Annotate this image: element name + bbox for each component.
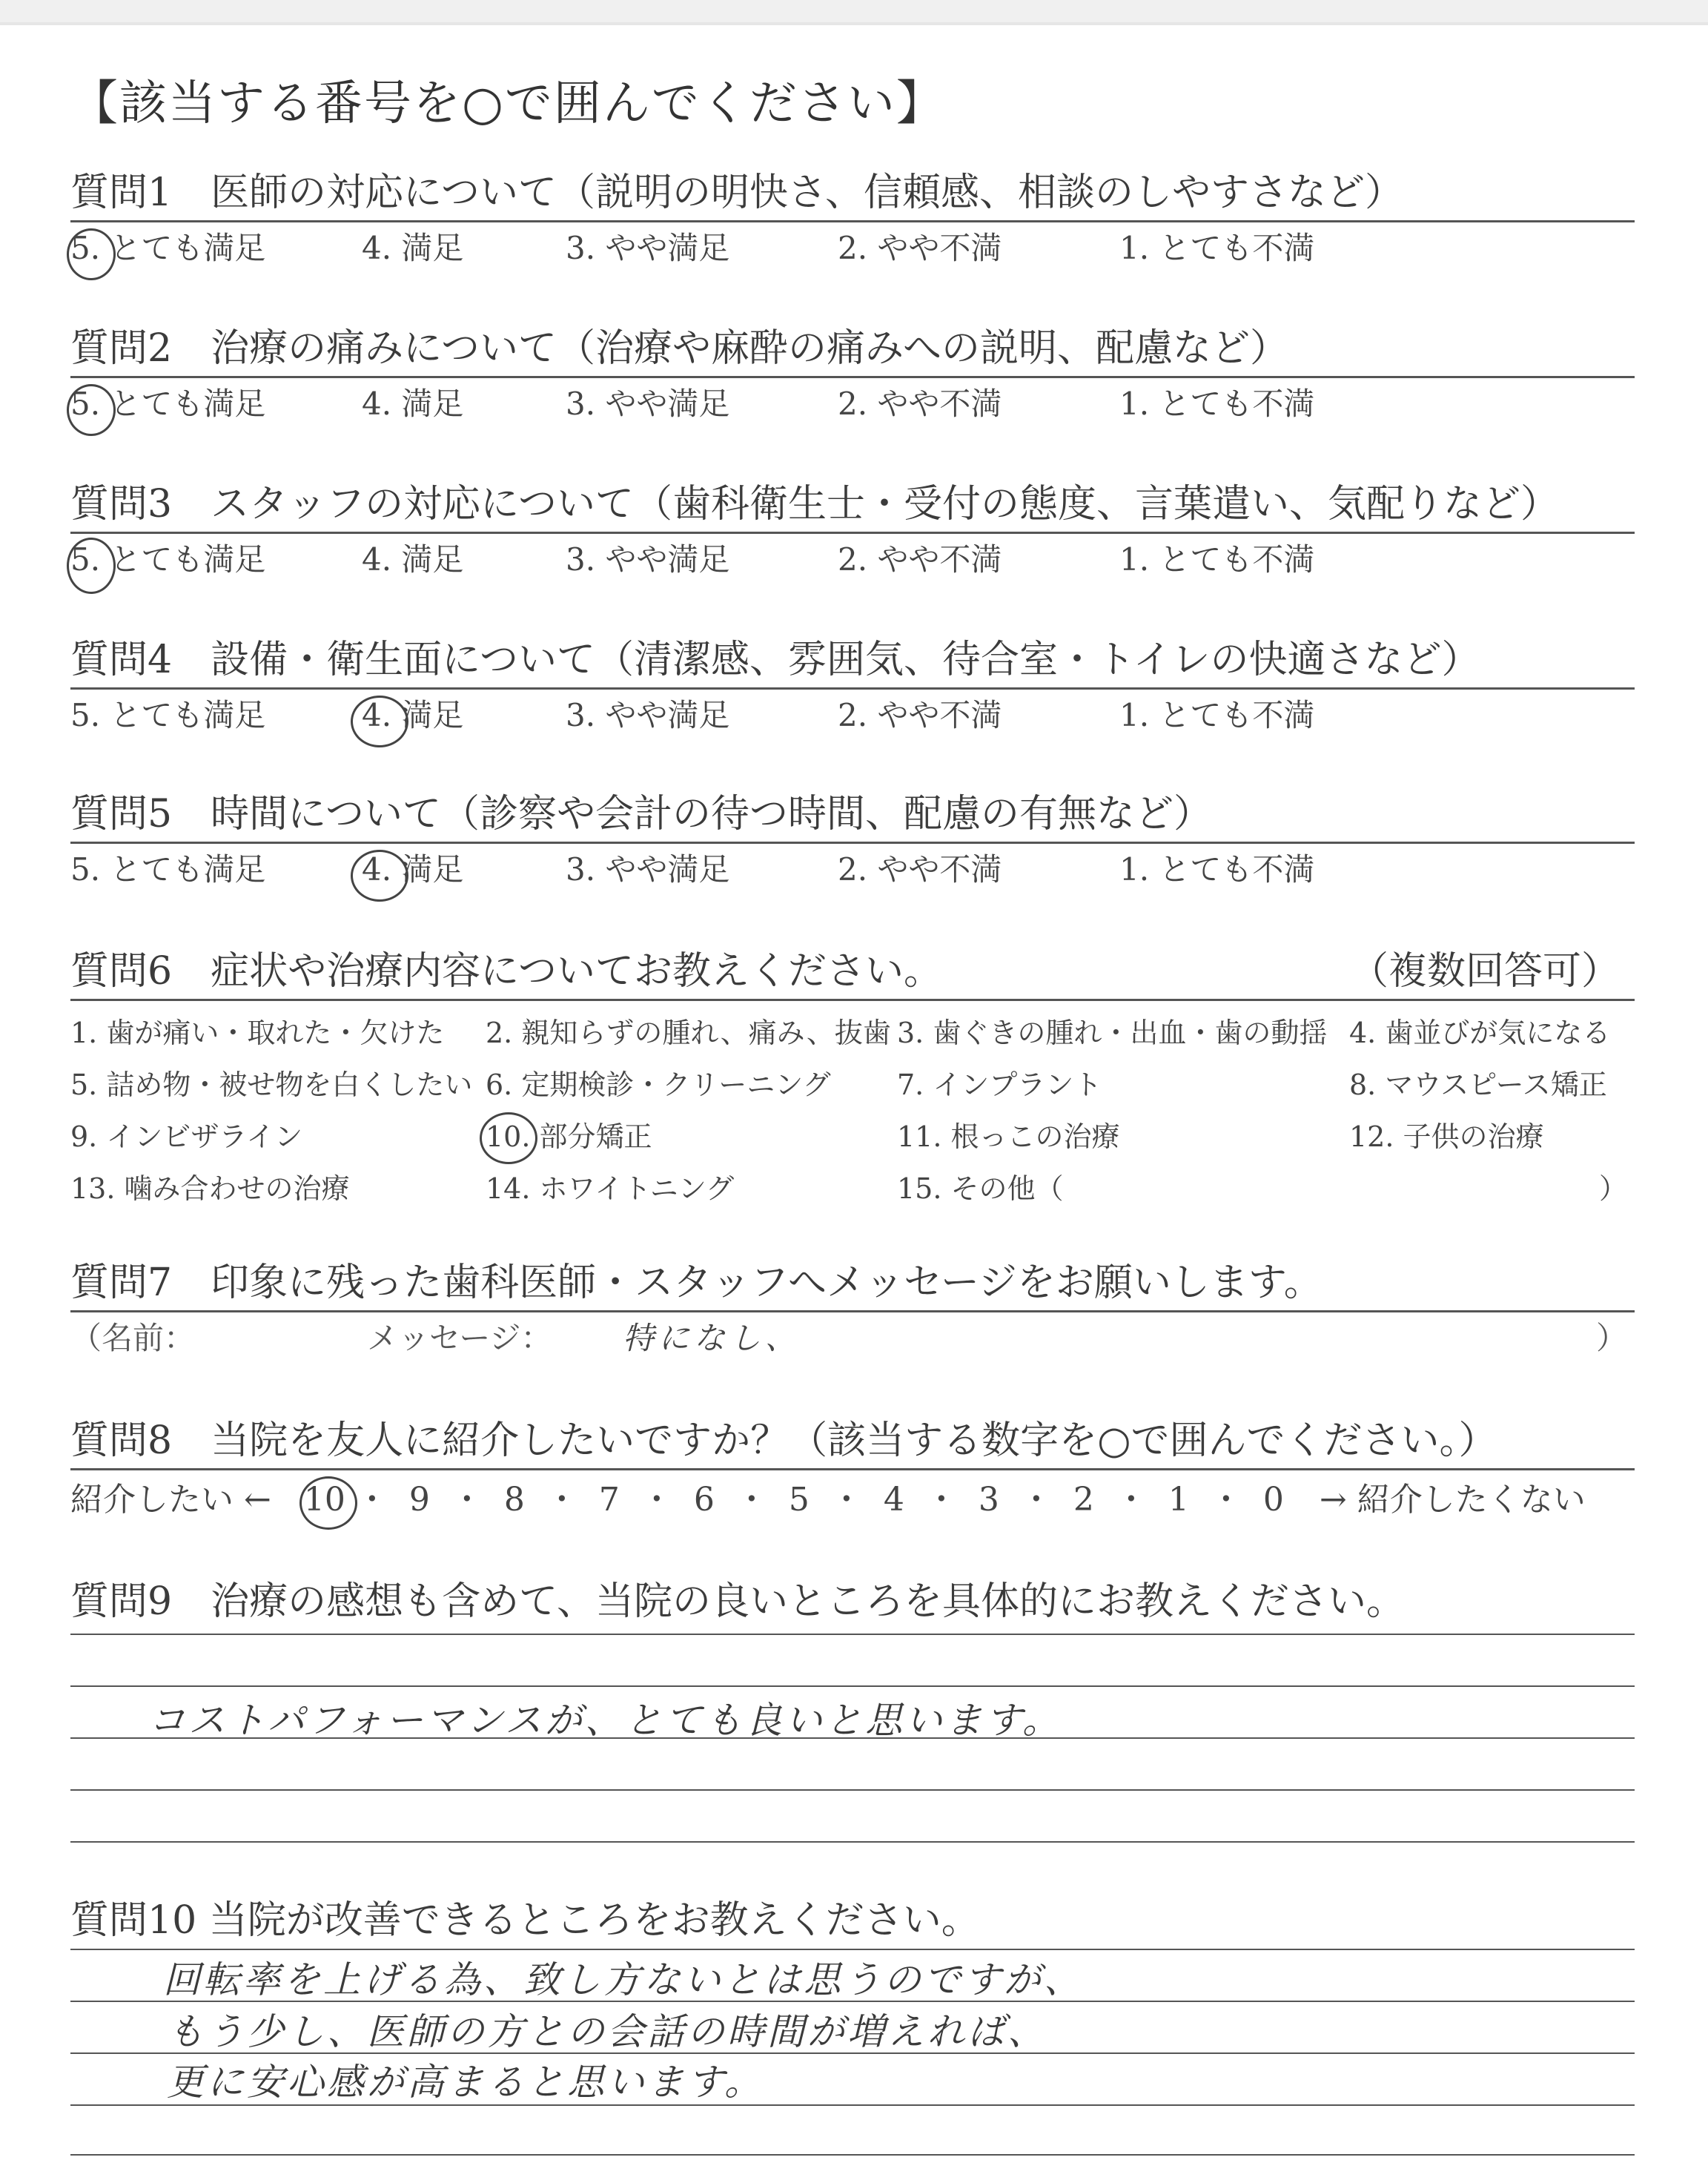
question-5-title: 質問5 時間について（診察や会計の待つ時間、配慮の有無など） bbox=[70, 792, 1213, 836]
question-8 bbox=[70, 1415, 1635, 1530]
separator: ・ bbox=[355, 1481, 388, 1519]
question-8-title: 質問8 当院を友人に紹介したいですか？（該当する数字を○で囲んでください。） bbox=[70, 1418, 1497, 1463]
option-somewhat-dissatisfied[interactable]: 2. やや不満 bbox=[838, 230, 1002, 266]
list-item[interactable]: 3. 歯ぐきの腫れ・出血・歯の動揺 bbox=[897, 1017, 1328, 1049]
q10-handwritten-line-2: もう少し、医師の方との会話の時間が増えれば、 bbox=[167, 2010, 1047, 2053]
separator: ・ bbox=[1019, 1481, 1053, 1519]
question-9-title: 質問9 治療の感想も含めて、当院の良いところを具体的にお教えください。 bbox=[70, 1579, 1406, 1624]
close-paren: ） bbox=[1595, 1320, 1627, 1356]
scale-option-6[interactable]: 6 bbox=[693, 1481, 715, 1519]
question-4-title: 質問4 設備・衛生面について（清潔感、雰囲気、待合室・トイレの快適さなど） bbox=[70, 638, 1480, 682]
list-item[interactable]: 4. 歯並びが気になる bbox=[1349, 1017, 1611, 1049]
list-item[interactable]: 2. 親知らずの腫れ、痛み、抜歯 bbox=[486, 1017, 891, 1049]
separator: ・ bbox=[545, 1481, 578, 1519]
scale-option-0[interactable]: 0 bbox=[1262, 1481, 1284, 1519]
separator: ・ bbox=[830, 1481, 863, 1519]
question-6-note: （複数回答可） bbox=[1349, 949, 1620, 994]
option-very-satisfied[interactable]: 5. とても満足 bbox=[70, 386, 266, 422]
survey-page bbox=[70, 70, 1635, 137]
scan-edge-shadow bbox=[0, 22, 1708, 25]
list-item[interactable]: 11. 根っこの治療 bbox=[897, 1120, 1120, 1153]
option-very-satisfied[interactable]: 5. とても満足 bbox=[70, 851, 266, 888]
option-very-dissatisfied[interactable]: 1. とても不満 bbox=[1119, 386, 1315, 422]
answer-line bbox=[70, 2154, 1635, 2156]
separator: ・ bbox=[640, 1481, 673, 1519]
list-item[interactable]: 6. 定期検診・クリーニング bbox=[486, 1069, 831, 1101]
option-somewhat-dissatisfied[interactable]: 2. やや不満 bbox=[838, 697, 1002, 733]
option-somewhat-satisfied[interactable]: 3. やや満足 bbox=[566, 697, 730, 733]
message-row bbox=[70, 1312, 1635, 1364]
scale-option-8[interactable]: 8 bbox=[503, 1481, 525, 1519]
option-very-satisfied[interactable]: 5. とても満足 bbox=[70, 697, 266, 733]
symptom-checklist bbox=[70, 1007, 1635, 1215]
question-10 bbox=[70, 1895, 1635, 1946]
option-somewhat-satisfied[interactable]: 3. やや満足 bbox=[566, 541, 730, 578]
question-7 bbox=[70, 1257, 1635, 1364]
q10-handwritten-line-3: 更に安心感が高まると思います。 bbox=[167, 2061, 764, 2104]
scale-option-4[interactable]: 4 bbox=[883, 1481, 904, 1519]
answer-line bbox=[70, 1789, 1635, 1791]
scale-option-3[interactable]: 3 bbox=[978, 1481, 999, 1519]
option-somewhat-satisfied[interactable]: 3. やや満足 bbox=[566, 230, 730, 266]
question-1-options bbox=[70, 222, 1635, 274]
question-3-options bbox=[70, 534, 1635, 586]
option-somewhat-dissatisfied[interactable]: 2. やや不満 bbox=[838, 541, 1002, 578]
question-6-title: 質問6 症状や治療内容についてお教えください。 bbox=[70, 949, 943, 994]
option-somewhat-dissatisfied[interactable]: 2. やや不満 bbox=[838, 851, 1002, 888]
name-label: （名前： bbox=[70, 1320, 196, 1356]
list-item-selected[interactable]: 10. 部分矯正 bbox=[486, 1111, 897, 1163]
answer-line bbox=[70, 1634, 1635, 1635]
question-5 bbox=[70, 788, 1635, 896]
option-satisfied[interactable]: 4. 満足 bbox=[362, 851, 464, 888]
list-item-other[interactable]: 15. その他（ bbox=[897, 1172, 1064, 1205]
scale-left-label: 紹介したい ← bbox=[70, 1481, 271, 1519]
answer-line bbox=[70, 1737, 1635, 1739]
question-7-title: 質問7 印象に残った歯科医師・スタッフへメッセージをお願いします。 bbox=[70, 1261, 1323, 1305]
page-heading: 【該当する番号を○で囲んでください】 bbox=[70, 76, 945, 131]
list-item[interactable]: 9. インビザライン bbox=[70, 1120, 303, 1153]
question-10-title: 質問10 当院が改善できるところをお教えください。 bbox=[70, 1898, 980, 1943]
answer-line bbox=[70, 2104, 1635, 2106]
scale-right-label: → 紹介したくない bbox=[1319, 1481, 1586, 1519]
answer-line bbox=[70, 1685, 1635, 1687]
q10-handwritten-line-1: 回転率を上げる為、致し方ないとは思うのですが、 bbox=[163, 1958, 1084, 2001]
q9-handwritten-answer: コストパフォーマンスが、とても良いと思います。 bbox=[148, 1699, 1062, 1742]
option-very-dissatisfied[interactable]: 1. とても不満 bbox=[1119, 230, 1315, 266]
question-3 bbox=[70, 478, 1635, 586]
option-somewhat-satisfied[interactable]: 3. やや満足 bbox=[566, 386, 730, 422]
question-3-title: 質問3 スタッフの対応について（歯科衛生士・受付の態度、言葉遣い、気配りなど） bbox=[70, 482, 1560, 526]
scale-option-1[interactable]: 1 bbox=[1168, 1481, 1189, 1519]
scale-option-7[interactable]: 7 bbox=[598, 1481, 620, 1519]
option-satisfied[interactable]: 4. 満足 bbox=[362, 541, 464, 578]
answer-line bbox=[70, 1841, 1635, 1843]
list-item[interactable]: 5. 詰め物・被せ物を白くしたい bbox=[70, 1069, 473, 1101]
scale-option-5[interactable]: 5 bbox=[788, 1481, 810, 1519]
option-very-dissatisfied[interactable]: 1. とても不満 bbox=[1119, 541, 1315, 578]
separator: ・ bbox=[735, 1481, 768, 1519]
divider bbox=[70, 999, 1635, 1001]
scale-numbers bbox=[301, 1470, 1297, 1530]
question-2 bbox=[70, 323, 1635, 430]
question-1 bbox=[70, 167, 1635, 274]
list-item[interactable]: 7. インプラント bbox=[897, 1069, 1102, 1101]
question-6 bbox=[70, 945, 1635, 1215]
message-handwritten: 特になし、 bbox=[623, 1320, 801, 1356]
option-very-dissatisfied[interactable]: 1. とても不満 bbox=[1119, 851, 1315, 888]
separator: ・ bbox=[1209, 1481, 1242, 1519]
option-satisfied[interactable]: 4. 満足 bbox=[362, 386, 464, 422]
scale-option-9[interactable]: 9 bbox=[408, 1481, 430, 1519]
question-4-options bbox=[70, 690, 1635, 742]
scale-option-10[interactable]: 10 bbox=[301, 1470, 348, 1530]
separator: ・ bbox=[924, 1481, 958, 1519]
option-very-satisfied[interactable]: 5. とても満足 bbox=[70, 541, 266, 578]
option-satisfied[interactable]: 4. 満足 bbox=[362, 697, 464, 733]
list-item[interactable]: 8. マウスピース矯正 bbox=[1349, 1069, 1607, 1101]
question-4 bbox=[70, 634, 1635, 742]
close-paren: ） bbox=[1598, 1172, 1627, 1205]
question-1-title: 質問1 医師の対応について（説明の明快さ、信頼感、相談のしやすさなど） bbox=[70, 171, 1403, 215]
message-label: メッセージ： bbox=[367, 1320, 552, 1356]
list-item[interactable]: 1. 歯が痛い・取れた・欠けた bbox=[70, 1017, 445, 1049]
scale-option-2[interactable]: 2 bbox=[1073, 1481, 1094, 1519]
list-item[interactable]: 14. ホワイトニング bbox=[486, 1172, 735, 1205]
list-item[interactable]: 13. 噛み合わせの治療 bbox=[70, 1172, 350, 1205]
recommend-scale bbox=[70, 1470, 1635, 1530]
separator: ・ bbox=[1114, 1481, 1148, 1519]
list-item[interactable]: 12. 子供の治療 bbox=[1349, 1120, 1544, 1153]
option-very-satisfied[interactable]: 5. とても満足 bbox=[70, 230, 266, 266]
option-satisfied[interactable]: 4. 満足 bbox=[362, 230, 464, 266]
question-9 bbox=[70, 1576, 1635, 1628]
option-somewhat-dissatisfied[interactable]: 2. やや不満 bbox=[838, 386, 1002, 422]
question-2-title: 質問2 治療の痛みについて（治療や麻酔の痛みへの説明、配慮など） bbox=[70, 326, 1289, 371]
option-somewhat-satisfied[interactable]: 3. やや満足 bbox=[566, 851, 730, 888]
scan-edge bbox=[0, 0, 1708, 22]
question-5-options bbox=[70, 844, 1635, 896]
option-very-dissatisfied[interactable]: 1. とても不満 bbox=[1119, 697, 1315, 733]
question-2-options bbox=[70, 378, 1635, 430]
separator: ・ bbox=[450, 1481, 483, 1519]
